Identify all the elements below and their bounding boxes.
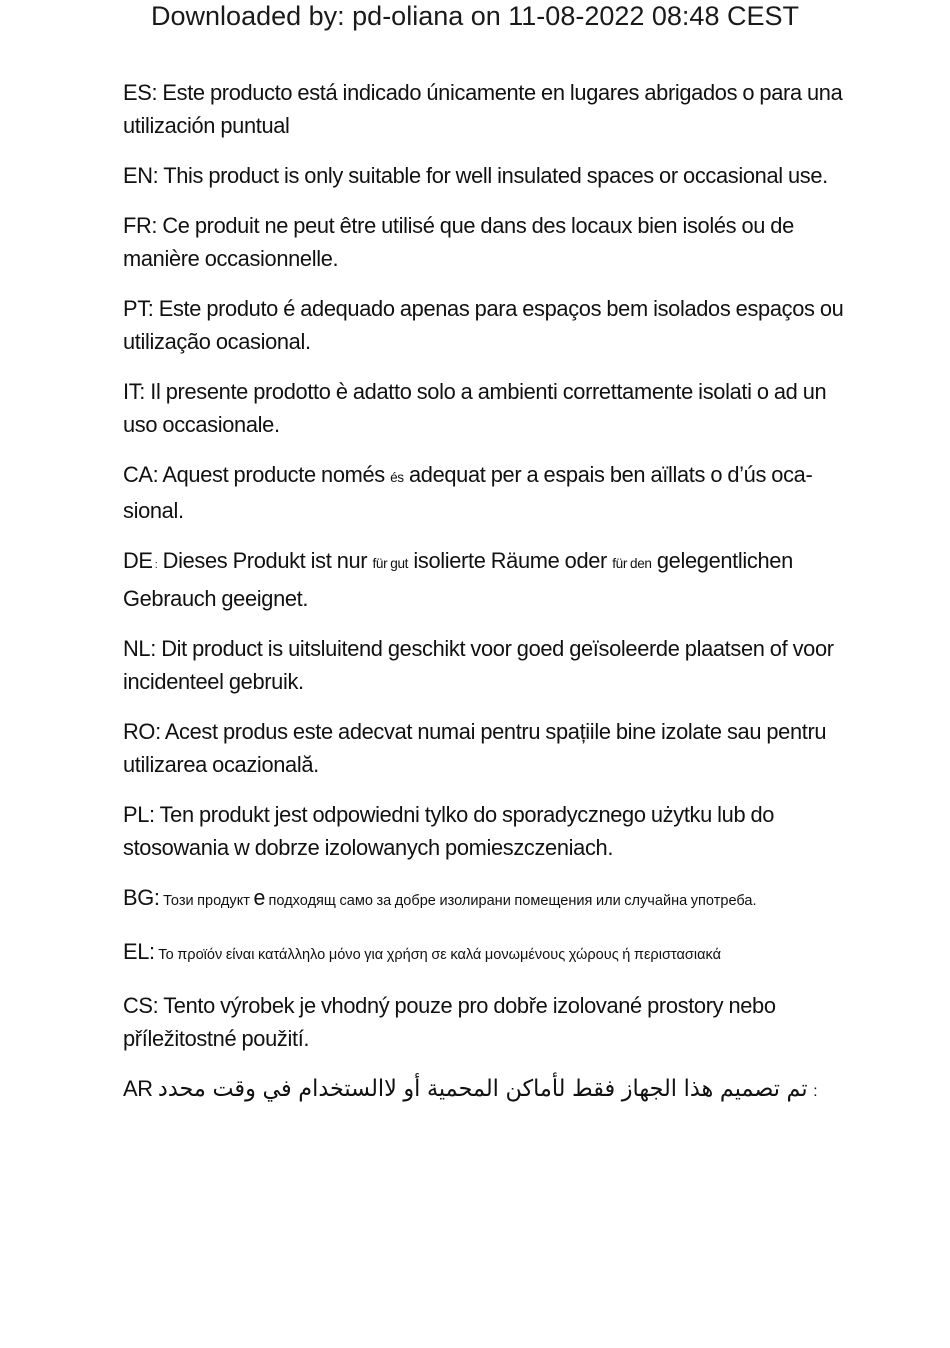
notice-text: Dit product is uitsluitend geschikt voor goed geïsoleerde plaatsen of voor incidenteel gebruik. [123,636,834,694]
language-code: CA [123,462,153,487]
notice-text-large: е [253,885,265,910]
notice-text-small: für gut [372,555,409,571]
language-code: AR [123,1076,153,1101]
notice-pl [123,798,846,864]
language-code: EL [123,939,150,964]
language-code: DE [123,548,153,573]
notice-text: Dieses Produkt ist nur [157,548,373,573]
notice-el [123,935,846,971]
download-watermark: Downloaded by: pd-oliana on 11-08-2022 08:48 CEST [151,1,799,31]
separator: : [152,462,159,487]
notice-it [123,375,846,441]
notice-text: Το προϊόν είναι κατάλληλο μόνο για χρήση σε καλά μονωμένους χώρους ή περιστασιακά [154,946,722,963]
notice-cs [123,989,846,1055]
separator: : [151,80,158,105]
separator: : [149,939,155,964]
notice-text-small: für den [612,555,652,571]
notice-text: Este produto é adequado apenas para espaços bem isolados espaços ou utilização ocasional. [123,296,844,354]
separator: : [152,163,159,188]
notice-text: Този продукт [159,892,254,909]
separator: : [149,802,155,827]
notice-text: Tento výrobek je vhodný pouze pro dobře izolované prostory nebo příležitostné použití. [123,993,776,1051]
notice-text: This product is only suitable for well insulated spaces or occasional use. [158,163,828,188]
notice-ro [123,715,846,781]
separator: : [147,296,154,321]
separator: : [155,719,161,744]
separator: : [150,636,156,661]
language-code: ES [123,80,152,105]
notice-nl [123,632,846,698]
notice-de [123,544,846,615]
language-code: BG [123,885,154,910]
notice-text: Ten produkt jest odpowiedni tylko do sporadycznego użytku lub do stosowania w dobrze izolowanych pomieszczeniach. [123,802,775,860]
notice-en [123,159,846,192]
notice-fr [123,209,846,275]
separator: : [139,379,146,404]
notice-text: تم تصميم هذا الجهاز فقط لأماكن المحمية أو لاالستخدام في وقت محدد [157,1076,808,1102]
notice-text: Acest produs este adecvat numai pentru spațiile bine izolate sau pentru utilizarea ocazională. [123,719,827,777]
separator: : [152,559,158,571]
notice-text: подходящ само за добре изолирани помещения или случайна употреба. [264,892,757,909]
notice-bg [123,881,846,917]
language-code: EN [123,163,153,188]
notice-list [123,76,868,1125]
notice-text: Aquest producte només [158,462,391,487]
separator: : [153,885,160,910]
language-code: IT [123,379,140,404]
notice-text: isolierte Räume oder [408,548,613,573]
notice-text: Ce produit ne peut être utilisé que dans des locaux bien isolés ou de manière occasionnelle. [123,213,794,271]
separator: : [151,213,158,238]
notice-pt [123,292,846,358]
notice-text: Il presente prodotto è adatto solo a ambienti correttamente isolati o ad un uso occasionale. [123,379,827,437]
notice-text: adequat per a espais ben aïllats o d’ús oca-sional. [123,462,813,523]
notice-text: gelegentlichen Gebrauch geeignet. [123,548,793,611]
notice-es [123,76,846,142]
language-code: FR [123,213,152,238]
separator: : [813,1083,818,1100]
notice-ca [123,458,846,527]
language-code: CS [123,993,153,1018]
language-code: PL [123,802,150,827]
notice-text-small: és [390,469,404,485]
notice-ar [123,1072,846,1108]
separator: : [152,993,159,1018]
notice-text: Este producto está indicado únicamente en lugares abrigados o para una utilización puntual [123,80,843,138]
language-code: NL [123,636,151,661]
language-code: PT [123,296,148,321]
language-code: RO [123,719,156,744]
